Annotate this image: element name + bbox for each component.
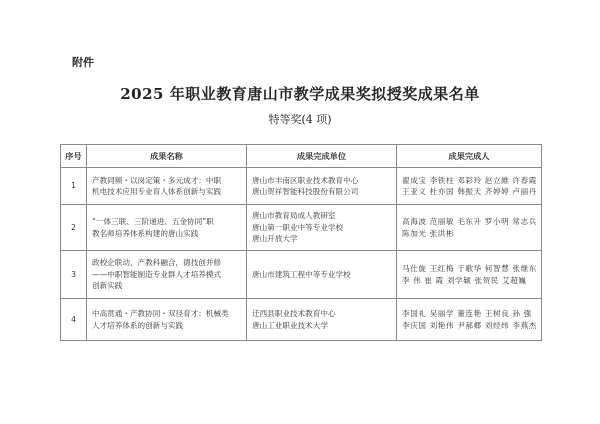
header-achievement-name: 成果名称 bbox=[87, 145, 247, 168]
completing-unit bbox=[247, 205, 397, 251]
member-line: 马仕旋 王红梅 于歌华 何智慧 张继东 bbox=[402, 264, 537, 273]
table-row bbox=[61, 299, 542, 341]
document-subtitle: 特等奖(4 项) bbox=[268, 113, 332, 126]
name-line: 人才培养体系的创新与实践 bbox=[92, 320, 184, 330]
unit-line: 唐山第一职业中等专业学校 bbox=[252, 222, 344, 232]
attachment-label: 附件 bbox=[72, 56, 94, 69]
name-line: 产教同频・以岗定策・多元成才：中职 bbox=[92, 175, 222, 185]
achievement-name bbox=[87, 299, 247, 341]
member-line: 陈加光 张洪彬 bbox=[402, 228, 455, 238]
achievement-name bbox=[87, 168, 247, 205]
unit-line: 唐山工业职业技术大学 bbox=[252, 320, 328, 330]
unit-line: 唐山市丰南区职业技术教育中心 bbox=[252, 175, 359, 185]
document-title: 2025 年职业教育唐山市教学成果奖拟授奖成果名单 bbox=[120, 85, 480, 103]
name-line: 创新实践 bbox=[92, 281, 123, 291]
unit-line: 唐山开放大学 bbox=[252, 234, 298, 244]
unit-line: 唐山市教育局成人教研室 bbox=[252, 211, 336, 221]
completing-unit bbox=[247, 168, 397, 205]
member-line: 李 伟 崔 霞 刘学颖 张贺民 艾超巍 bbox=[402, 275, 527, 285]
row-index: 4 bbox=[61, 299, 87, 341]
achievement-name bbox=[87, 251, 247, 299]
table-row bbox=[61, 251, 542, 299]
member-line: 王亚义 杜亦国 韩振天 齐婷婷 卢丽丹 bbox=[402, 187, 537, 196]
row-index: 2 bbox=[61, 205, 87, 251]
name-line: 中高贯通・产教协同・双径育才：机械类 bbox=[92, 309, 229, 318]
completing-unit bbox=[247, 299, 397, 341]
member-line: 翟成宝 李铁柱 邓彩玲 赵立維 许春霞 bbox=[402, 175, 537, 185]
completing-people bbox=[397, 205, 542, 251]
achievement-name bbox=[87, 205, 247, 251]
name-line: ——中职智能制造专业群人才培养模式 bbox=[92, 269, 222, 279]
row-index: 3 bbox=[61, 251, 87, 299]
completing-people bbox=[397, 168, 542, 205]
member-line: 李庆国 刘艳伟 尹郝郷 刘经纬 李燕杰 bbox=[402, 320, 537, 330]
unit-line: 唐山贺祥智能科技股份有限公司 bbox=[252, 187, 359, 196]
table-row bbox=[61, 168, 542, 205]
unit-line: 唐山市建筑工程中等专业学校 bbox=[252, 269, 351, 279]
completing-unit bbox=[247, 251, 397, 299]
header-completing-people: 成果完成人 bbox=[397, 145, 542, 168]
row-index: 1 bbox=[61, 168, 87, 205]
member-line: 李国礼 吴丽学 董连艳 王树良 孙 强 bbox=[402, 309, 532, 318]
unit-line: 迁西县职业技术教育中心 bbox=[252, 309, 336, 318]
name-line: 政校企联动，产教科融合，德技创并修 bbox=[92, 258, 222, 268]
member-line: 高海波 范丽敏 毛东升 罗小明 常志兵 bbox=[402, 217, 537, 226]
table-row bbox=[61, 205, 542, 251]
completing-people bbox=[397, 299, 542, 341]
completing-people bbox=[397, 251, 542, 299]
name-line: 教名师培养体系构建的唐山实践 bbox=[92, 228, 199, 238]
table-header-row bbox=[61, 145, 542, 168]
name-line: “一体三联、三阶递进、五金协同”职 bbox=[92, 217, 214, 226]
award-table bbox=[60, 144, 542, 341]
name-line: 机电技术应用专业育人体系创新与实践 bbox=[92, 187, 222, 196]
header-index: 序号 bbox=[61, 145, 87, 168]
header-completing-unit: 成果完成单位 bbox=[247, 145, 397, 168]
